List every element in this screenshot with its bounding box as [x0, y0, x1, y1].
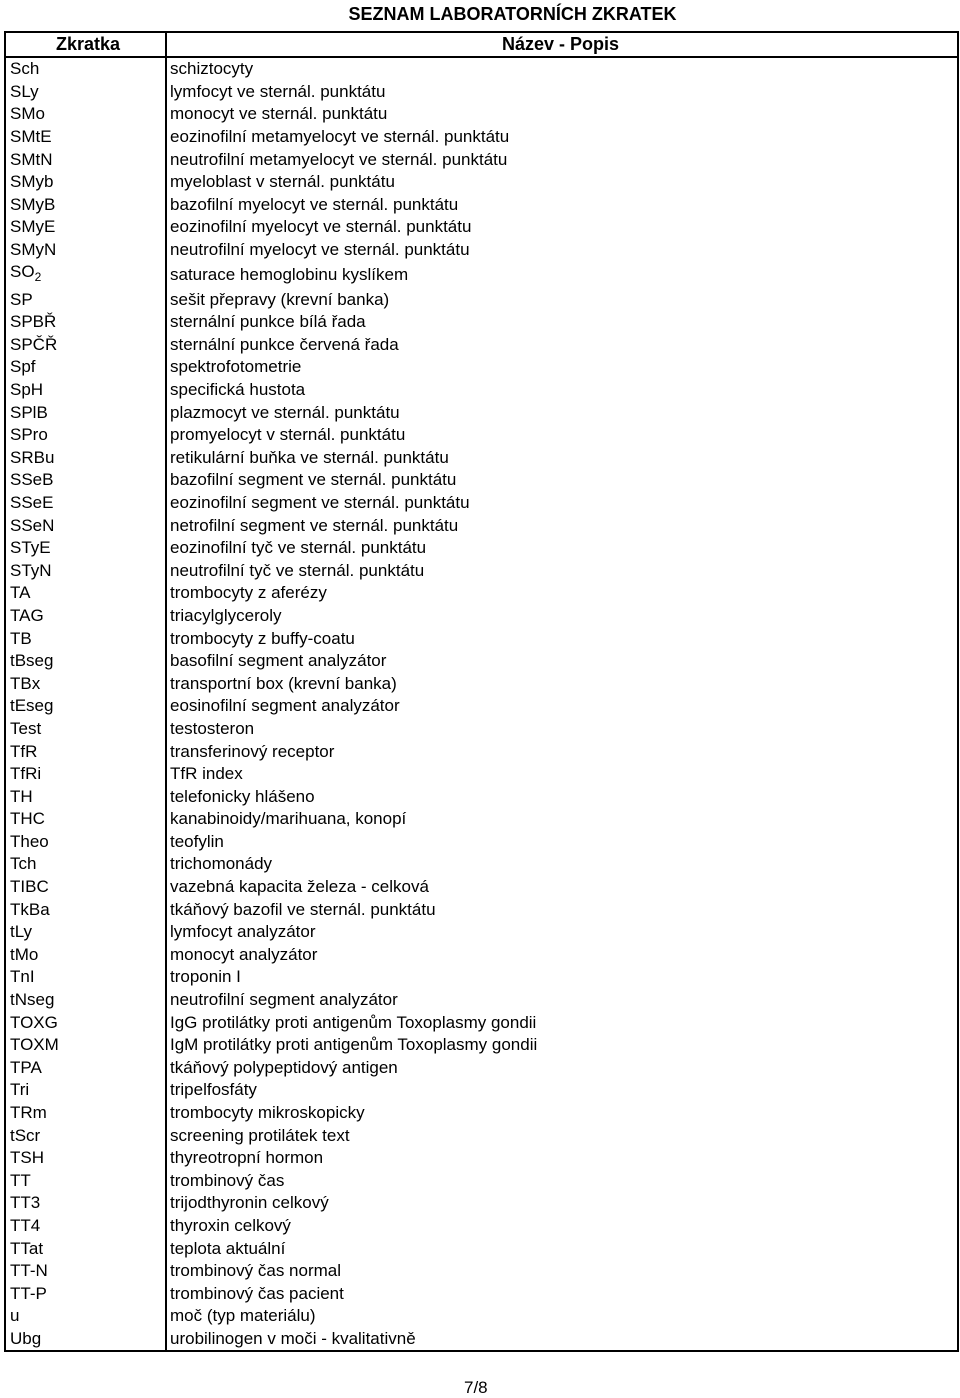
abbreviation-text: TT-N: [10, 1261, 48, 1281]
abbreviation-text: SPro: [10, 425, 48, 445]
abbreviation-text: TT3: [10, 1193, 41, 1213]
abbreviation-text: SMtE: [10, 127, 52, 147]
description-cell: TfR index: [166, 763, 958, 786]
abbreviation-text: Spf: [10, 357, 36, 377]
description-cell: trombocyty z aferézy: [166, 582, 958, 605]
description-cell: monocyt ve sternál. punktátu: [166, 103, 958, 126]
abbreviation-cell: [5, 1102, 166, 1125]
abbreviation-text: THC: [10, 809, 45, 829]
abbreviation-cell: [5, 672, 166, 695]
abbreviation-cell: [5, 537, 166, 560]
description-cell: trichomonády: [166, 853, 958, 876]
table-row: [5, 605, 958, 628]
abbreviation-text: TAG: [10, 605, 44, 625]
abbreviation-text: tLy: [10, 922, 33, 942]
description-cell: eozinofilní tyč ve sternál. punktátu: [166, 537, 958, 560]
description-cell: monocyt analyzátor: [166, 944, 958, 967]
table-row: [5, 216, 958, 239]
abbreviation-cell: [5, 582, 166, 605]
abbreviations-table: [4, 31, 959, 1352]
table-row: [5, 1079, 958, 1102]
table-row: [5, 1102, 958, 1125]
abbreviation-text: SMyB: [10, 194, 56, 214]
description-cell: trombinový čas pacient: [166, 1282, 958, 1305]
description-cell: neutrofilní metamyelocyt ve sternál. punktátu: [166, 148, 958, 171]
table-row: [5, 57, 958, 81]
description-cell: teplota aktuální: [166, 1237, 958, 1260]
table-row: [5, 1011, 958, 1034]
abbreviation-cell: [5, 447, 166, 470]
abbreviation-cell: [5, 1147, 166, 1170]
table-row: [5, 921, 958, 944]
abbreviation-cell: [5, 514, 166, 537]
abbreviation-cell: [5, 356, 166, 379]
column-header-abbreviation: Zkratka: [5, 32, 166, 57]
abbreviation-text: u: [10, 1306, 20, 1326]
table-row: [5, 492, 958, 515]
description-cell: kanabinoidy/marihuana, konopí: [166, 808, 958, 831]
abbreviation-text: TkBa: [10, 899, 50, 919]
abbreviation-text: TfRi: [10, 764, 42, 784]
abbreviation-cell: [5, 605, 166, 628]
abbreviation-cell: [5, 763, 166, 786]
table-row: [5, 740, 958, 763]
abbreviation-cell: [5, 261, 166, 288]
table-row: [5, 1328, 958, 1352]
description-cell: retikulární buňka ve sternál. punktátu: [166, 447, 958, 470]
abbreviation-cell: [5, 126, 166, 149]
abbreviation-cell: [5, 171, 166, 194]
table-row: [5, 1034, 958, 1057]
abbreviation-cell: [5, 1215, 166, 1238]
abbreviation-text: TA: [10, 583, 31, 603]
abbreviation-cell: [5, 1282, 166, 1305]
abbreviation-cell: [5, 57, 166, 81]
description-cell: spektrofotometrie: [166, 356, 958, 379]
table-row: [5, 650, 958, 673]
abbreviation-text: STyE: [10, 538, 51, 558]
abbreviation-text: SMo: [10, 104, 45, 124]
table-row: [5, 126, 958, 149]
abbreviation-text: SSeE: [10, 492, 54, 512]
abbreviation-cell: [5, 1034, 166, 1057]
description-cell: troponin I: [166, 966, 958, 989]
abbreviation-text: TH: [10, 786, 33, 806]
abbreviation-text: tEseg: [10, 696, 54, 716]
abbreviation-text: SSeN: [10, 515, 55, 535]
table-row: [5, 401, 958, 424]
abbreviation-cell: [5, 1305, 166, 1328]
abbreviation-text: Tri: [10, 1080, 30, 1100]
description-cell: tripelfosfáty: [166, 1079, 958, 1102]
table-row: [5, 627, 958, 650]
abbreviation-cell: [5, 898, 166, 921]
description-cell: urobilinogen v moči - kvalitativně: [166, 1328, 958, 1352]
table-row: [5, 1260, 958, 1283]
abbreviation-cell: [5, 785, 166, 808]
abbreviation-text: Sch: [10, 59, 40, 79]
table-row: [5, 514, 958, 537]
abbreviation-cell: [5, 1192, 166, 1215]
abbreviation-text: SPlB: [10, 402, 48, 422]
description-cell: IgG protilátky proti antigenům Toxoplasmy gondii: [166, 1011, 958, 1034]
description-cell: trombinový čas normal: [166, 1260, 958, 1283]
description-cell: trombocyty mikroskopicky: [166, 1102, 958, 1125]
table-row: [5, 1215, 958, 1238]
abbreviation-text: Test: [10, 718, 42, 738]
table-row: [5, 171, 958, 194]
description-cell: transportní box (krevní banka): [166, 672, 958, 695]
description-cell: transferinový receptor: [166, 740, 958, 763]
abbreviation-cell: [5, 216, 166, 239]
description-cell: trijodthyronin celkový: [166, 1192, 958, 1215]
table-row: [5, 785, 958, 808]
description-cell: promyelocyt v sternál. punktátu: [166, 424, 958, 447]
abbreviation-cell: [5, 288, 166, 311]
abbreviation-cell: [5, 239, 166, 262]
table-header-row: [5, 32, 958, 57]
description-cell: eozinofilní metamyelocyt ve sternál. punktátu: [166, 126, 958, 149]
abbreviation-cell: [5, 81, 166, 104]
table-row: [5, 582, 958, 605]
table-row: [5, 194, 958, 217]
description-cell: telefonicky hlášeno: [166, 785, 958, 808]
table-row: [5, 944, 958, 967]
description-cell: thyreotropní hormon: [166, 1147, 958, 1170]
abbreviation-cell: [5, 944, 166, 967]
abbreviation-text: tScr: [10, 1125, 41, 1145]
description-cell: moč (typ materiálu): [166, 1305, 958, 1328]
abbreviation-cell: [5, 627, 166, 650]
description-cell: netrofilní segment ve sternál. punktátu: [166, 514, 958, 537]
table-row: [5, 695, 958, 718]
abbreviation-text: SRBu: [10, 447, 55, 467]
abbreviation-cell: [5, 695, 166, 718]
table-row: [5, 763, 958, 786]
table-row: [5, 356, 958, 379]
table-row: [5, 831, 958, 854]
abbreviation-cell: [5, 650, 166, 673]
table-row: [5, 1192, 958, 1215]
table-row: [5, 334, 958, 357]
table-row: [5, 1237, 958, 1260]
description-cell: sešit přepravy (krevní banka): [166, 288, 958, 311]
abbreviation-cell: [5, 1328, 166, 1352]
abbreviation-text: TOXM: [10, 1035, 59, 1055]
abbreviation-text: Theo: [10, 831, 49, 851]
table-row: [5, 261, 958, 288]
abbreviation-cell: [5, 469, 166, 492]
abbreviation-text: SPBŘ: [10, 312, 57, 332]
abbreviation-subscript: 2: [34, 270, 42, 285]
abbreviation-text: SpH: [10, 380, 44, 400]
page-title: SEZNAM LABORATORNÍCH ZKRATEK: [348, 4, 677, 24]
abbreviation-cell: [5, 1170, 166, 1193]
table-row: [5, 966, 958, 989]
abbreviation-text: SMyN: [10, 240, 57, 260]
abbreviation-text: TnI: [10, 967, 35, 987]
description-cell: tkáňový bazofil ve sternál. punktátu: [166, 898, 958, 921]
description-cell: tkáňový polypeptidový antigen: [166, 1057, 958, 1080]
table-row: [5, 239, 958, 262]
abbreviation-cell: [5, 989, 166, 1012]
description-cell: screening protilátek text: [166, 1124, 958, 1147]
table-row: [5, 1124, 958, 1147]
abbreviation-cell: [5, 966, 166, 989]
abbreviation-cell: [5, 424, 166, 447]
abbreviation-text: tBseg: [10, 651, 54, 671]
abbreviation-cell: [5, 334, 166, 357]
table-row: [5, 311, 958, 334]
description-cell: neutrofilní tyč ve sternál. punktátu: [166, 559, 958, 582]
table-row: [5, 559, 958, 582]
abbreviation-cell: [5, 1124, 166, 1147]
table-row: [5, 1305, 958, 1328]
description-cell: myeloblast v sternál. punktátu: [166, 171, 958, 194]
abbreviation-text: SLy: [10, 81, 39, 101]
description-cell: plazmocyt ve sternál. punktátu: [166, 401, 958, 424]
abbreviation-cell: [5, 103, 166, 126]
table-row: [5, 469, 958, 492]
table-row: [5, 898, 958, 921]
description-cell: specifická hustota: [166, 379, 958, 402]
abbreviation-cell: [5, 831, 166, 854]
description-cell: triacylglyceroly: [166, 605, 958, 628]
description-cell: trombocyty z buffy-coatu: [166, 627, 958, 650]
abbreviation-text: TOXG: [10, 1012, 58, 1032]
description-cell: saturace hemoglobinu kyslíkem: [166, 261, 958, 288]
description-cell: vazebná kapacita železa - celková: [166, 876, 958, 899]
abbreviation-text: TT: [10, 1170, 31, 1190]
description-cell: neutrofilní myelocyt ve sternál. punktátu: [166, 239, 958, 262]
abbreviation-text: TRm: [10, 1103, 47, 1123]
abbreviation-cell: [5, 921, 166, 944]
abbreviation-cell: [5, 401, 166, 424]
table-row: [5, 288, 958, 311]
abbreviation-text: TIBC: [10, 877, 49, 897]
abbreviation-cell: [5, 1260, 166, 1283]
description-cell: lymfocyt ve sternál. punktátu: [166, 81, 958, 104]
abbreviation-cell: [5, 492, 166, 515]
abbreviation-text: SMyb: [10, 172, 54, 192]
abbreviation-text: TPA: [10, 1057, 42, 1077]
abbreviation-text: TB: [10, 628, 32, 648]
abbreviation-cell: [5, 1237, 166, 1260]
abbreviation-text: tMo: [10, 944, 39, 964]
table-row: [5, 1147, 958, 1170]
table-body: [5, 57, 958, 1351]
abbreviation-cell: [5, 1011, 166, 1034]
abbreviation-text: STyN: [10, 560, 52, 580]
description-cell: thyroxin celkový: [166, 1215, 958, 1238]
table-row: [5, 718, 958, 741]
table-row: [5, 853, 958, 876]
description-cell: trombinový čas: [166, 1170, 958, 1193]
abbreviation-text: TBx: [10, 673, 41, 693]
description-cell: eozinofilní myelocyt ve sternál. punktátu: [166, 216, 958, 239]
description-cell: schiztocyty: [166, 57, 958, 81]
abbreviation-cell: [5, 194, 166, 217]
description-cell: bazofilní myelocyt ve sternál. punktátu: [166, 194, 958, 217]
abbreviation-cell: [5, 808, 166, 831]
abbreviation-text: TTat: [10, 1238, 44, 1258]
table-row: [5, 989, 958, 1012]
description-cell: eozinofilní segment ve sternál. punktátu: [166, 492, 958, 515]
abbreviation-cell: [5, 148, 166, 171]
abbreviation-text: SP: [10, 289, 33, 309]
abbreviation-text: TT4: [10, 1215, 41, 1235]
table-row: [5, 103, 958, 126]
abbreviation-cell: [5, 718, 166, 741]
abbreviation-cell: [5, 379, 166, 402]
table-row: [5, 447, 958, 470]
abbreviation-text: Ubg: [10, 1328, 42, 1348]
table-row: [5, 148, 958, 171]
table-row: [5, 1057, 958, 1080]
table-row: [5, 537, 958, 560]
description-cell: neutrofilní segment analyzátor: [166, 989, 958, 1012]
abbreviation-cell: [5, 853, 166, 876]
abbreviation-text: Tch: [10, 854, 37, 874]
page-number: 7/8: [464, 1378, 488, 1397]
abbreviation-cell: [5, 311, 166, 334]
abbreviation-text: tNseg: [10, 990, 55, 1010]
abbreviation-cell: [5, 740, 166, 763]
table-row: [5, 876, 958, 899]
table-row: [5, 379, 958, 402]
description-cell: testosteron: [166, 718, 958, 741]
abbreviation-text: SPČŘ: [10, 334, 58, 354]
abbreviation-cell: [5, 559, 166, 582]
abbreviation-text: SSeB: [10, 470, 54, 490]
abbreviation-cell: [5, 1079, 166, 1102]
description-cell: teofylin: [166, 831, 958, 854]
description-cell: sternální punkce bílá řada: [166, 311, 958, 334]
abbreviation-cell: [5, 876, 166, 899]
table-row: [5, 424, 958, 447]
abbreviation-cell: [5, 1057, 166, 1080]
description-cell: basofilní segment analyzátor: [166, 650, 958, 673]
abbreviation-text: SO: [10, 262, 35, 282]
abbreviation-text: TT-P: [10, 1283, 47, 1303]
abbreviation-text: SMtN: [10, 149, 53, 169]
abbreviation-text: SMyE: [10, 217, 56, 237]
column-header-description: Název - Popis: [166, 32, 958, 57]
table-row: [5, 1170, 958, 1193]
description-cell: bazofilní segment ve sternál. punktátu: [166, 469, 958, 492]
description-cell: lymfocyt analyzátor: [166, 921, 958, 944]
table-row: [5, 81, 958, 104]
abbreviation-text: TSH: [10, 1148, 44, 1168]
description-cell: sternální punkce červená řada: [166, 334, 958, 357]
table-row: [5, 1282, 958, 1305]
table-row: [5, 808, 958, 831]
table-row: [5, 672, 958, 695]
description-cell: IgM protilátky proti antigenům Toxoplasmy gondii: [166, 1034, 958, 1057]
abbreviation-text: TfR: [10, 741, 38, 761]
description-cell: eosinofilní segment analyzátor: [166, 695, 958, 718]
